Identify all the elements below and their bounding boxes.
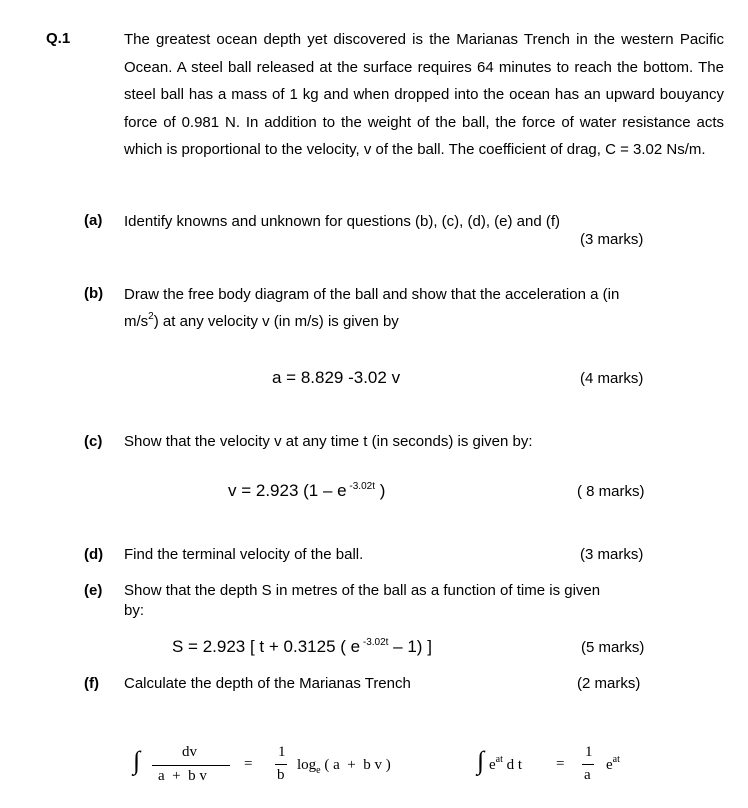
part-c-equation: v = 2.923 (1 – e $^{-3.02t}$ ): [228, 481, 386, 500]
part-e-equation: S = 2.923 [ t + 0.3125 ( e $^{-3.02t}$ – 1) ]: [172, 637, 432, 656]
part-d-label: (d): [84, 546, 104, 563]
part-e-label: (e): [84, 582, 103, 599]
question-intro: The greatest ocean depth yet discovered is the Marianas Trench in the western Pacific Ocean. A steel ball released at the surface requires 64 minutes to reach the bottom. The steel ball has a mass of 1 kg and when dropped into the ocean has an upward bouyancy force of 0.981 N. In addition to the weight of the ball, the force of water resistance acts which is proportional to the velocity, v of the ball. The coefficient of drag, C = 3.02 Ns/m.: [124, 31, 724, 159]
formula1-denominator: a + b v: [158, 768, 207, 784]
part-b-marks: (4 marks): [580, 370, 644, 387]
integral-icon: ∫: [477, 746, 485, 775]
formula2-rhs-numerator: 1: [585, 744, 593, 760]
part-a-label: (a): [84, 212, 103, 229]
part-f-marks: (2 marks): [577, 675, 641, 692]
part-e-text-line1: Show that the depth S in metres of the ball as a function of time is given: [124, 582, 601, 599]
part-b-equation: a = 8.829 -3.02 v: [272, 368, 401, 387]
question-number: Q.1: [46, 30, 71, 47]
part-e-text-line2: by:: [124, 602, 145, 619]
part-f-text: Calculate the depth of the Marianas Trench: [124, 675, 411, 692]
part-b-text-line1: Draw the free body diagram of the ball and show that the acceleration a (in: [124, 286, 620, 303]
formula1-numerator: dv: [182, 744, 197, 760]
formula2-integrand: $e^{at}$ d t: [489, 754, 523, 773]
formula1-log: $\log_e$ ( a + b v ): [297, 757, 391, 776]
part-a-marks: (3 marks): [580, 231, 644, 248]
integral-icon: ∫: [133, 746, 141, 775]
formula2-equals: =: [556, 756, 565, 772]
part-c-marks: ( 8 marks): [577, 483, 645, 500]
part-c-label: (c): [84, 433, 103, 450]
part-b-label: (b): [84, 285, 104, 302]
formula1-rhs-denominator: b: [277, 767, 285, 783]
formula2-rhs-exp: $e^{at}$: [606, 754, 620, 773]
formula1-equals: =: [244, 756, 253, 772]
formula2-rhs-denominator: a: [584, 767, 591, 783]
part-f-label: (f): [84, 675, 99, 692]
part-c-text: Show that the velocity v at any time t (in seconds) is given by:: [124, 433, 533, 450]
part-a-text: Identify knowns and unknown for questions (b), (c), (d), (e) and (f): [124, 213, 561, 230]
part-b-text-line2: $m/s^2$) at any velocity v (in m/s) is given by: [124, 311, 399, 330]
part-d-marks: (3 marks): [580, 546, 644, 563]
formula1-rhs-numerator: 1: [278, 744, 286, 760]
part-e-marks: (5 marks): [581, 639, 645, 656]
part-d-text: Find the terminal velocity of the ball.: [124, 546, 364, 563]
